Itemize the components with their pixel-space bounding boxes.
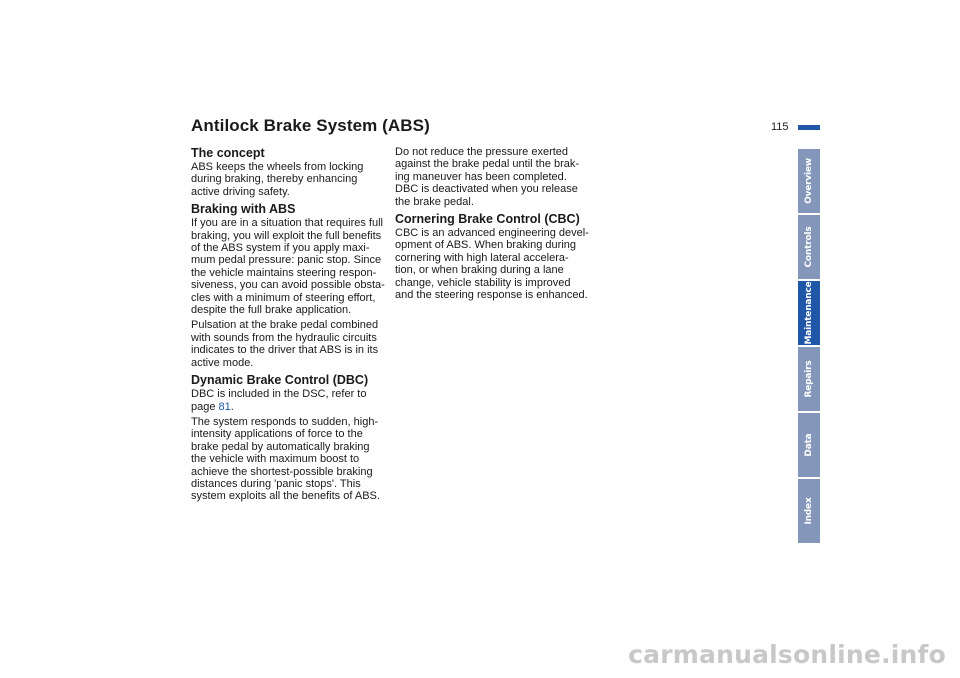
- nav-tab-index[interactable]: [798, 479, 820, 543]
- text-line: and the steering response is enhanced.: [395, 289, 588, 302]
- text-line: The system responds to sudden, high-: [191, 415, 379, 428]
- paragraph: [395, 227, 591, 301]
- text-line: ABS keeps the wheels from locking: [191, 161, 364, 173]
- nav-tab-label: Repairs: [804, 360, 814, 398]
- nav-tab-controls[interactable]: [798, 215, 820, 279]
- text-line: with sounds from the hydraulic circuits: [191, 331, 377, 344]
- text-line: braking, you will exploit the full benefits: [191, 229, 382, 242]
- page-title: Antilock Brake System (ABS): [191, 116, 430, 135]
- text-line: mum pedal pressure: panic stop. Since: [191, 254, 382, 267]
- paragraph: [191, 217, 387, 316]
- section-heading-dbc: Dynamic Brake Control (DBC): [191, 373, 369, 388]
- text-line: opment of ABS. When braking during: [395, 239, 576, 252]
- text-line: cles with a minimum of steering effort,: [191, 291, 376, 304]
- paragraph: [191, 388, 387, 413]
- watermark: carmanualsonline.info: [628, 640, 946, 669]
- page-ref-suffix: .: [230, 400, 234, 413]
- page-ref-link[interactable]: 81: [218, 400, 231, 413]
- text-line: active mode.: [191, 356, 254, 369]
- nav-tab-data[interactable]: [798, 413, 820, 477]
- text-line: Do not reduce the pressure exerted: [395, 146, 569, 158]
- text-line: the vehicle maintains steering respon-: [191, 266, 377, 279]
- paragraph: [191, 319, 387, 369]
- text-line: ing maneuver has been completed.: [395, 170, 567, 183]
- page-number: 115: [771, 121, 789, 133]
- text-line: DBC is deactivated when you release: [395, 183, 578, 196]
- text-line: DBC is included in the DSC, refer to: [191, 388, 367, 401]
- text-line: the brake pedal.: [395, 195, 474, 208]
- nav-tab-label: Index: [804, 497, 814, 525]
- paragraph: [191, 161, 387, 198]
- nav-tab-label: Controls: [804, 226, 814, 268]
- text-line: Pulsation at the brake pedal combined: [191, 319, 379, 332]
- text-line: If you are in a situation that requires full: [191, 217, 383, 230]
- paragraph: [191, 416, 387, 503]
- section-heading-concept: The concept: [191, 146, 265, 160]
- page-marker: [798, 125, 820, 130]
- text-line: intensity applications of force to the: [191, 428, 363, 441]
- nav-tab-label: Overview: [804, 158, 814, 204]
- text-line: achieve the shortest-possible braking: [191, 465, 373, 478]
- text-line: change, vehicle stability is improved: [395, 276, 571, 289]
- text-line: CBC is an advanced engineering devel-: [395, 227, 589, 240]
- text-line: of the ABS system if you apply maxi-: [191, 242, 370, 255]
- text-line: the vehicle with maximum boost to: [191, 453, 360, 466]
- text-line: distances during 'panic stops'. This: [191, 477, 361, 490]
- text-line: despite the full brake application.: [191, 304, 352, 317]
- page-ref-prefix: page: [191, 400, 219, 413]
- text-line: during braking, thereby enhancing: [191, 173, 358, 186]
- nav-tab-repairs[interactable]: [798, 347, 820, 411]
- text-line: against the brake pedal until the brak-: [395, 158, 580, 171]
- text-line: system exploits all the benefits of ABS.: [191, 490, 380, 503]
- section-heading-cbc: Cornering Brake Control (CBC): [395, 212, 580, 227]
- left-column: [191, 146, 387, 506]
- text-line: [191, 401, 387, 413]
- nav-tab-maintenance[interactable]: [798, 281, 820, 345]
- right-column: [395, 146, 591, 304]
- section-nav-tabs: [798, 149, 820, 545]
- nav-tab-label: Maintenance: [804, 281, 814, 345]
- nav-tab-label: Data: [804, 433, 814, 457]
- nav-tab-overview[interactable]: [798, 149, 820, 213]
- text-line: active driving safety.: [191, 185, 290, 198]
- text-line: siveness, you can avoid possible obsta-: [191, 279, 385, 292]
- text-line: brake pedal by automatically braking: [191, 440, 370, 453]
- text-line: indicates to the driver that ABS is in its: [191, 344, 379, 357]
- text-line: tion, or when braking during a lane: [395, 264, 564, 277]
- paragraph: [395, 146, 591, 208]
- section-heading-braking-with-abs: Braking with ABS: [191, 202, 296, 217]
- text-line: cornering with high lateral accelera-: [395, 251, 569, 264]
